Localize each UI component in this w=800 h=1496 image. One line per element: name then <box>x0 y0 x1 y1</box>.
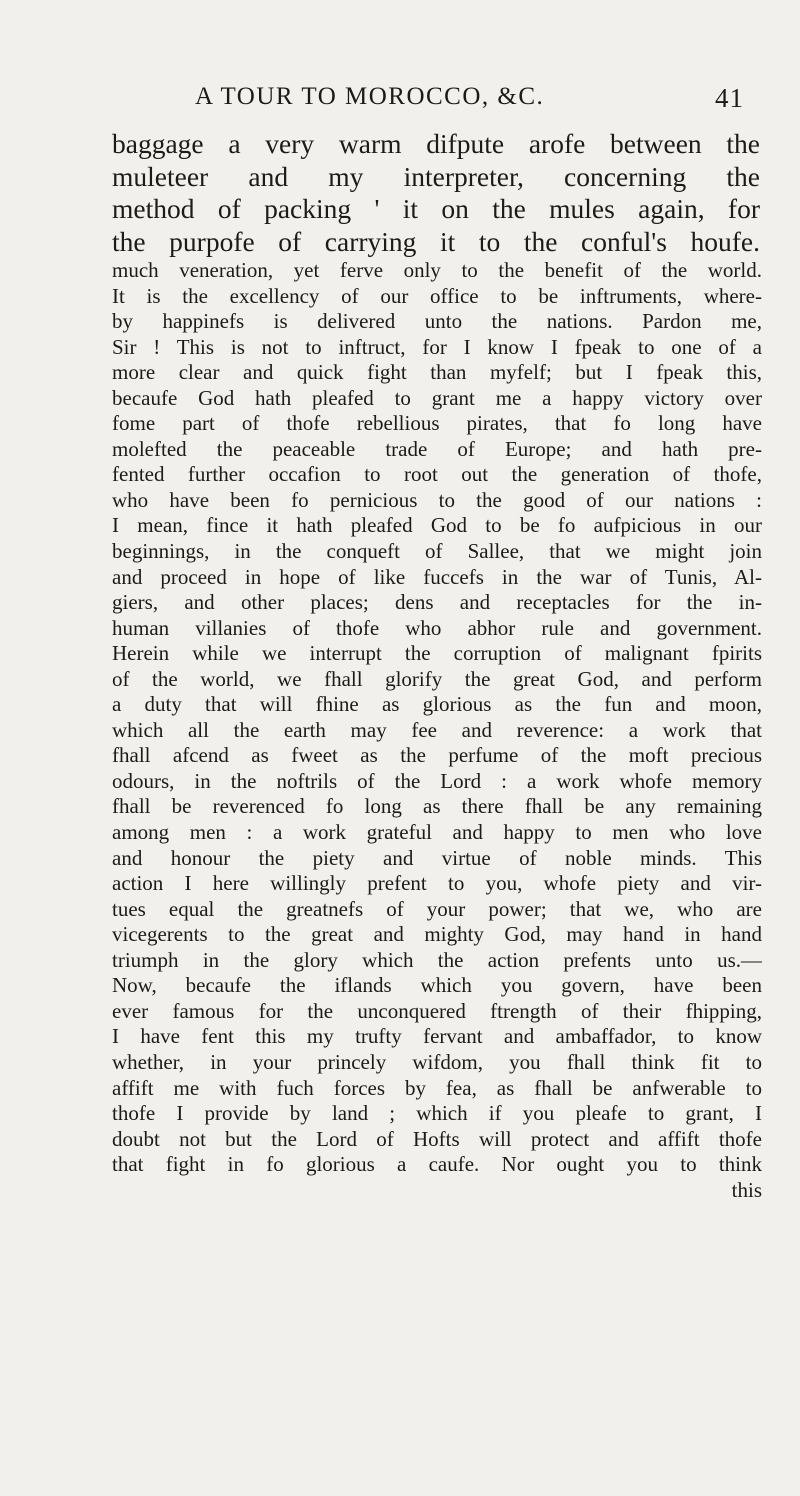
letter-line: ever famous for the unconquered ftrength of their fhipping, <box>112 998 762 1023</box>
letter-line: by happinefs is delivered unto the nations. Pardon me, <box>112 309 762 334</box>
letter-line: who have been fo pernicious to the good of our nations : <box>112 487 762 512</box>
letter-line: and proceed in hope of like fuccefs in the war of Tunis, Al- <box>112 564 762 589</box>
letter-line: action I here willingly prefent to you, whofe piety and vir- <box>112 871 762 896</box>
letter-line: more clear and quick fight than myfelf; but I fpeak this, <box>112 360 762 385</box>
letter-line: human villanies of thofe who abhor rule and government. <box>112 615 762 640</box>
lead-line: method of packing ' it on the mules again, for <box>112 193 760 224</box>
page-number: 41 <box>715 83 744 113</box>
letter-line: Now, becaufe the iflands which you govern, have been <box>112 973 762 998</box>
letter-line: and honour the piety and virtue of noble minds. This <box>112 845 762 870</box>
letter-line: fome part of thofe rebellious pirates, that fo long have <box>112 411 762 436</box>
letter-line: I mean, fince it hath pleafed God to be fo aufpicious in our <box>112 513 762 538</box>
letter-line: that fight in fo glorious a caufe. Nor ought you to think <box>112 1152 762 1177</box>
lead-line: baggage a very warm difpute arofe between the <box>112 128 760 159</box>
letter-line: giers, and other places; dens and receptacles for the in- <box>112 590 762 615</box>
letter-line: among men : a work grateful and happy to men who love <box>112 820 762 845</box>
letter-line: of the world, we fhall glorify the great God, and perform <box>112 666 762 691</box>
letter-line: doubt not but the Lord of Hofts will protect and affift thofe <box>112 1126 762 1151</box>
letter-line: It is the excellency of our office to be inftruments, where- <box>112 283 762 308</box>
letter-line: vicegerents to the great and mighty God, may hand in hand <box>112 922 762 947</box>
letter-line: a duty that will fhine as glorious as the fun and moon, <box>112 692 762 717</box>
letter-line: becaufe God hath pleafed to grant me a happy victory over <box>112 385 762 410</box>
letter-line: tues equal the greatnefs of your power; that we, who are <box>112 896 762 921</box>
letter-line: odours, in the noftrils of the Lord : a work whofe memory <box>112 768 762 793</box>
letter-line: molefted the peaceable trade of Europe; and hath pre- <box>112 436 762 461</box>
letter-line: fhall be reverenced fo long as there fhall be any remaining <box>112 794 762 819</box>
letter-line: I have fent this my trufty fervant and ambaffador, to know <box>112 1024 762 1049</box>
letter-line: whether, in your princely wifdom, you fhall think fit to <box>112 1049 762 1074</box>
running-head-title: A TOUR TO MOROCCO, &C. <box>195 83 545 110</box>
letter-line: much veneration, yet ferve only to the benefit of the world. <box>112 258 762 282</box>
letter-line: beginnings, in the conqueft of Sallee, that we might join <box>112 539 762 564</box>
letter-line: this <box>731 1177 762 1202</box>
letter-line: affift me with fuch forces by fea, as fhall be anfwerable to <box>112 1075 762 1100</box>
letter-line: triumph in the glory which the action prefents unto us.— <box>112 947 762 972</box>
letter-line: Sir ! This is not to inftruct, for I know I fpeak to one of a <box>112 334 762 359</box>
letter-line: which all the earth may fee and reverence: a work that <box>112 717 762 742</box>
letter-line: fented further occafion to root out the generation of thofe, <box>112 462 762 487</box>
lead-paragraph <box>112 128 760 258</box>
lead-line: the purpofe of carrying it to the conful's houfe. <box>112 225 760 257</box>
letter-line: fhall afcend as fweet as the perfume of the moft precious <box>112 743 762 768</box>
quoted-letter <box>112 258 762 1203</box>
lead-line: muleteer and my interpreter, concerning the <box>112 160 760 192</box>
letter-line: thofe I provide by land ; which if you pleafe to grant, I <box>112 1101 762 1126</box>
letter-line: Herein while we interrupt the corruption of malignant fpirits <box>112 641 762 666</box>
